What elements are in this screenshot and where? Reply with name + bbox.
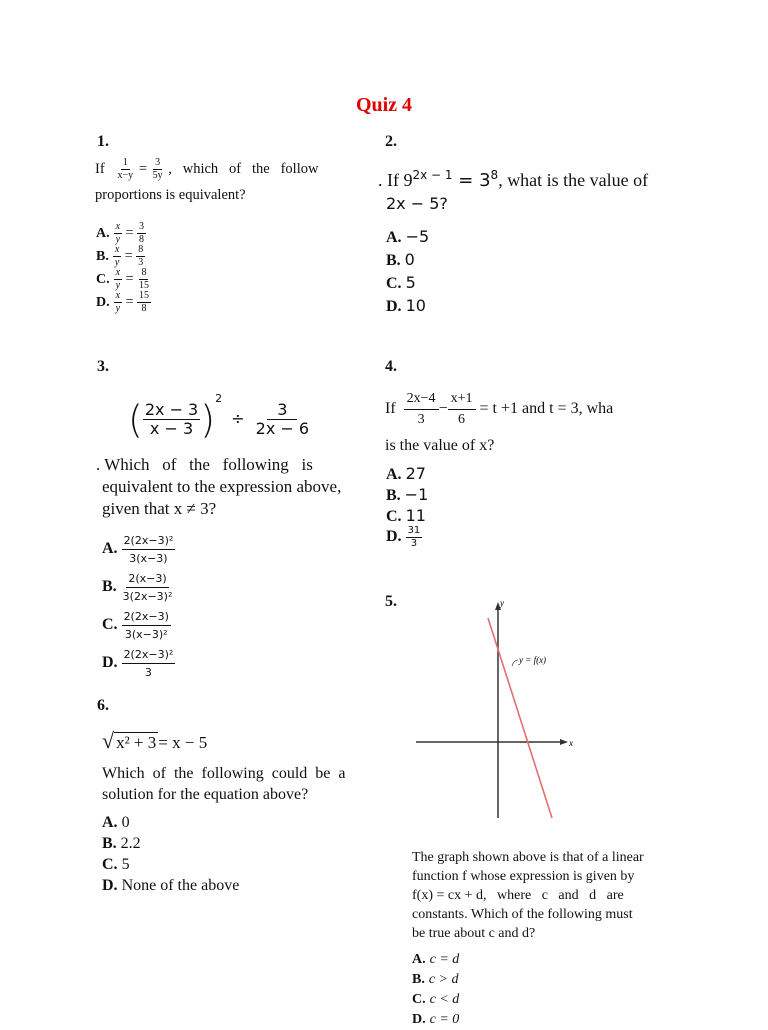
q2-options — [386, 226, 429, 318]
option-label: D. — [96, 294, 110, 310]
option-value: 5 — [405, 273, 416, 292]
q1-option: A. $\frac{x}{y}$ = $\frac{3}{8}$ — [96, 221, 144, 245]
option-value-fraction: $\frac{8}{3}$ — [138, 244, 144, 268]
q6-rhs: = x − 5 — [158, 733, 208, 752]
option-fraction: $\frac{\text{2(2x−3)²}}{3}$ — [123, 647, 174, 679]
q6-text2: solution for the equation above? — [102, 786, 309, 803]
q4-fraction2: $\frac{x+1}{6}$ — [448, 392, 476, 427]
graph-label-pointer — [512, 660, 518, 666]
option-value: c < d — [429, 992, 460, 1007]
q5-text5: be true about c and d? — [412, 926, 536, 941]
q1-rhs-fraction: $\frac{3}{5y}$ — [152, 157, 163, 181]
q4-rest: = t +1 and t = 3, wha — [479, 400, 614, 418]
option-label: D. — [386, 528, 402, 546]
q3-option — [102, 568, 175, 606]
option-value: None of the above — [121, 877, 240, 894]
option-label: C. — [386, 508, 402, 525]
q6-equation — [102, 728, 207, 754]
q2-option — [386, 226, 429, 249]
option-value: 5 — [121, 856, 130, 873]
option-fraction: $\frac{2(2x-3)}{\text{3(x−3)²}}$ — [123, 609, 169, 641]
q4-option — [386, 505, 428, 526]
q6-options — [102, 812, 239, 896]
q2-stem-line1 — [378, 168, 648, 191]
q1-options — [96, 222, 151, 314]
option-value: c = 0 — [429, 1012, 460, 1027]
q6-option — [102, 875, 239, 896]
option-label: D. — [102, 877, 118, 894]
q4-option — [386, 526, 428, 547]
q5-option — [412, 950, 459, 970]
q4-option — [386, 484, 428, 505]
option-label: A. — [412, 952, 426, 967]
q3-expression: ( $\frac{2x - 3}{x - 3}$ )$^2$ ÷ $\frac{3}{2x - 6}$ — [128, 392, 310, 442]
q1-option: B. $\frac{x}{y}$ = $\frac{8}{3}$ — [96, 244, 144, 268]
q2-line1b: = 3 — [452, 170, 491, 191]
q4-number: 4. — [385, 358, 397, 375]
option-label: B. — [386, 252, 401, 269]
graph-y-label: y — [500, 598, 504, 608]
option-fraction: $\frac{31}{3}$ — [407, 525, 421, 549]
option-label: B. — [102, 835, 117, 852]
q5-number: 5. — [385, 593, 397, 610]
q4-line2: is the value of x? — [385, 437, 495, 454]
q5-text2: function f whose expression is given by — [412, 869, 635, 884]
option-value: 10 — [405, 296, 426, 315]
x-axis-arrow-icon — [560, 739, 568, 745]
q5-options — [412, 950, 459, 1030]
option-label: C. — [412, 992, 426, 1007]
q2-line1: . If 9 — [378, 170, 413, 190]
option-value: 27 — [405, 464, 426, 483]
q4-minus: − — [438, 400, 448, 418]
q6-option — [102, 854, 239, 875]
q2-exponent2: 8 — [490, 168, 499, 182]
q3-option — [102, 530, 175, 568]
option-value: 0 — [404, 250, 415, 269]
graph-function-label: y = f(x) — [519, 655, 547, 665]
option-label: C. — [102, 616, 118, 633]
q3-option — [102, 606, 175, 644]
q1-lhs-fraction: $\frac{1}{x-y}$ — [117, 157, 134, 181]
option-label: B. — [96, 248, 109, 264]
option-value-fraction: $\frac{15}{8}$ — [138, 290, 149, 314]
option-fraction: $\frac{x}{y}$ — [115, 267, 121, 291]
option-value-fraction: $\frac{8}{15}$ — [138, 267, 149, 291]
option-value: c = d — [429, 952, 460, 967]
q1-option: D. $\frac{x}{y}$ = $\frac{15}{8}$ — [96, 290, 149, 314]
q3-text1: . Which of the following is — [96, 455, 313, 474]
graph-x-label: x — [569, 738, 573, 748]
q1-number: 1. — [97, 133, 109, 150]
option-value: 0 — [121, 814, 130, 831]
q3-options — [102, 530, 175, 682]
q4-stem — [385, 392, 613, 427]
option-label: A. — [386, 466, 402, 483]
option-fraction: $\frac{x}{y}$ — [115, 221, 121, 245]
option-label: D. — [386, 298, 402, 315]
q6-number: 6. — [97, 697, 109, 714]
q6-option — [102, 833, 239, 854]
q1-text-a: , which of the follow — [168, 160, 319, 177]
option-value: −5 — [405, 227, 430, 246]
option-label: B. — [386, 487, 401, 504]
q6-text1: Which of the following could be a — [102, 765, 346, 782]
option-label: B. — [412, 972, 425, 987]
q3-text2: equivalent to the expression above, — [102, 477, 342, 496]
q3-expr-fraction: $\frac{2x - 3}{x - 3}$ — [144, 400, 199, 438]
option-value: −1 — [404, 485, 429, 504]
option-label: D. — [102, 654, 118, 671]
q5-text1: The graph shown above is that of a linear — [412, 850, 644, 865]
option-value: 11 — [405, 506, 426, 525]
q5-option — [412, 990, 459, 1010]
q5-text3: f(x) = cx + d, where c and d are — [412, 888, 624, 903]
q5-graph — [412, 596, 582, 822]
q4-options — [386, 463, 428, 547]
q6-radicand: x² + 3 — [116, 733, 157, 752]
q2-option — [386, 249, 429, 272]
option-label: B. — [102, 578, 117, 595]
q3-divisor-fraction: $\frac{3}{2x - 6}$ — [255, 400, 310, 438]
q4-fraction1: $\frac{2x-4}{3}$ — [404, 392, 439, 427]
q3-option — [102, 644, 175, 682]
q3-text3: given that x ≠ 3? — [102, 499, 217, 518]
q2-number: 2. — [385, 133, 397, 150]
option-fraction: $\frac{x}{y}$ — [115, 290, 121, 314]
q2-stem-line2: 2x − 5? — [386, 194, 448, 213]
option-label: C. — [386, 275, 402, 292]
q2-exponent: 2x − 1 — [412, 168, 453, 182]
option-label: C. — [102, 856, 118, 873]
option-value: c > d — [428, 972, 459, 987]
option-fraction: $\frac{\text{2(2x−3)²}}{3(x-3)}$ — [123, 533, 174, 565]
option-label: A. — [96, 225, 110, 241]
q5-option — [412, 970, 459, 990]
option-label: A. — [102, 540, 118, 557]
option-label: C. — [96, 271, 110, 287]
q2-line1c: , what is the value of — [498, 170, 649, 190]
q2-option — [386, 295, 429, 318]
q1-option: C. $\frac{x}{y}$ = $\frac{8}{15}$ — [96, 267, 149, 291]
q4-option — [386, 463, 428, 484]
q3-divide-sign: ÷ — [231, 409, 245, 428]
q1-if: If — [95, 160, 105, 177]
q2-option — [386, 272, 429, 295]
option-value-fraction: $\frac{3}{8}$ — [138, 221, 144, 245]
q1-stem: If $\frac{1}{x-y}$ = $\frac{3}{5y}$ , which of the follow — [95, 157, 319, 181]
q4-if: If — [385, 400, 396, 418]
radical-sign-icon: √ — [102, 728, 115, 753]
q3-number: 3. — [97, 358, 109, 375]
option-fraction: $\frac{x}{y}$ — [114, 244, 120, 268]
option-value: 2.2 — [120, 835, 141, 852]
q5-option — [412, 1010, 459, 1030]
q5-text4: constants. Which of the following must — [412, 907, 633, 922]
option-fraction: $\frac{2(x-3)}{\text{3(2x−3)²}}$ — [122, 571, 173, 603]
q3-square: 2 — [215, 392, 223, 405]
q6-option — [102, 812, 239, 833]
quiz-title: Quiz 4 — [355, 94, 413, 116]
option-label: A. — [102, 814, 118, 831]
q1-text-b: proportions is equivalent? — [95, 187, 246, 203]
option-label: D. — [412, 1012, 426, 1027]
option-label: A. — [386, 229, 402, 246]
